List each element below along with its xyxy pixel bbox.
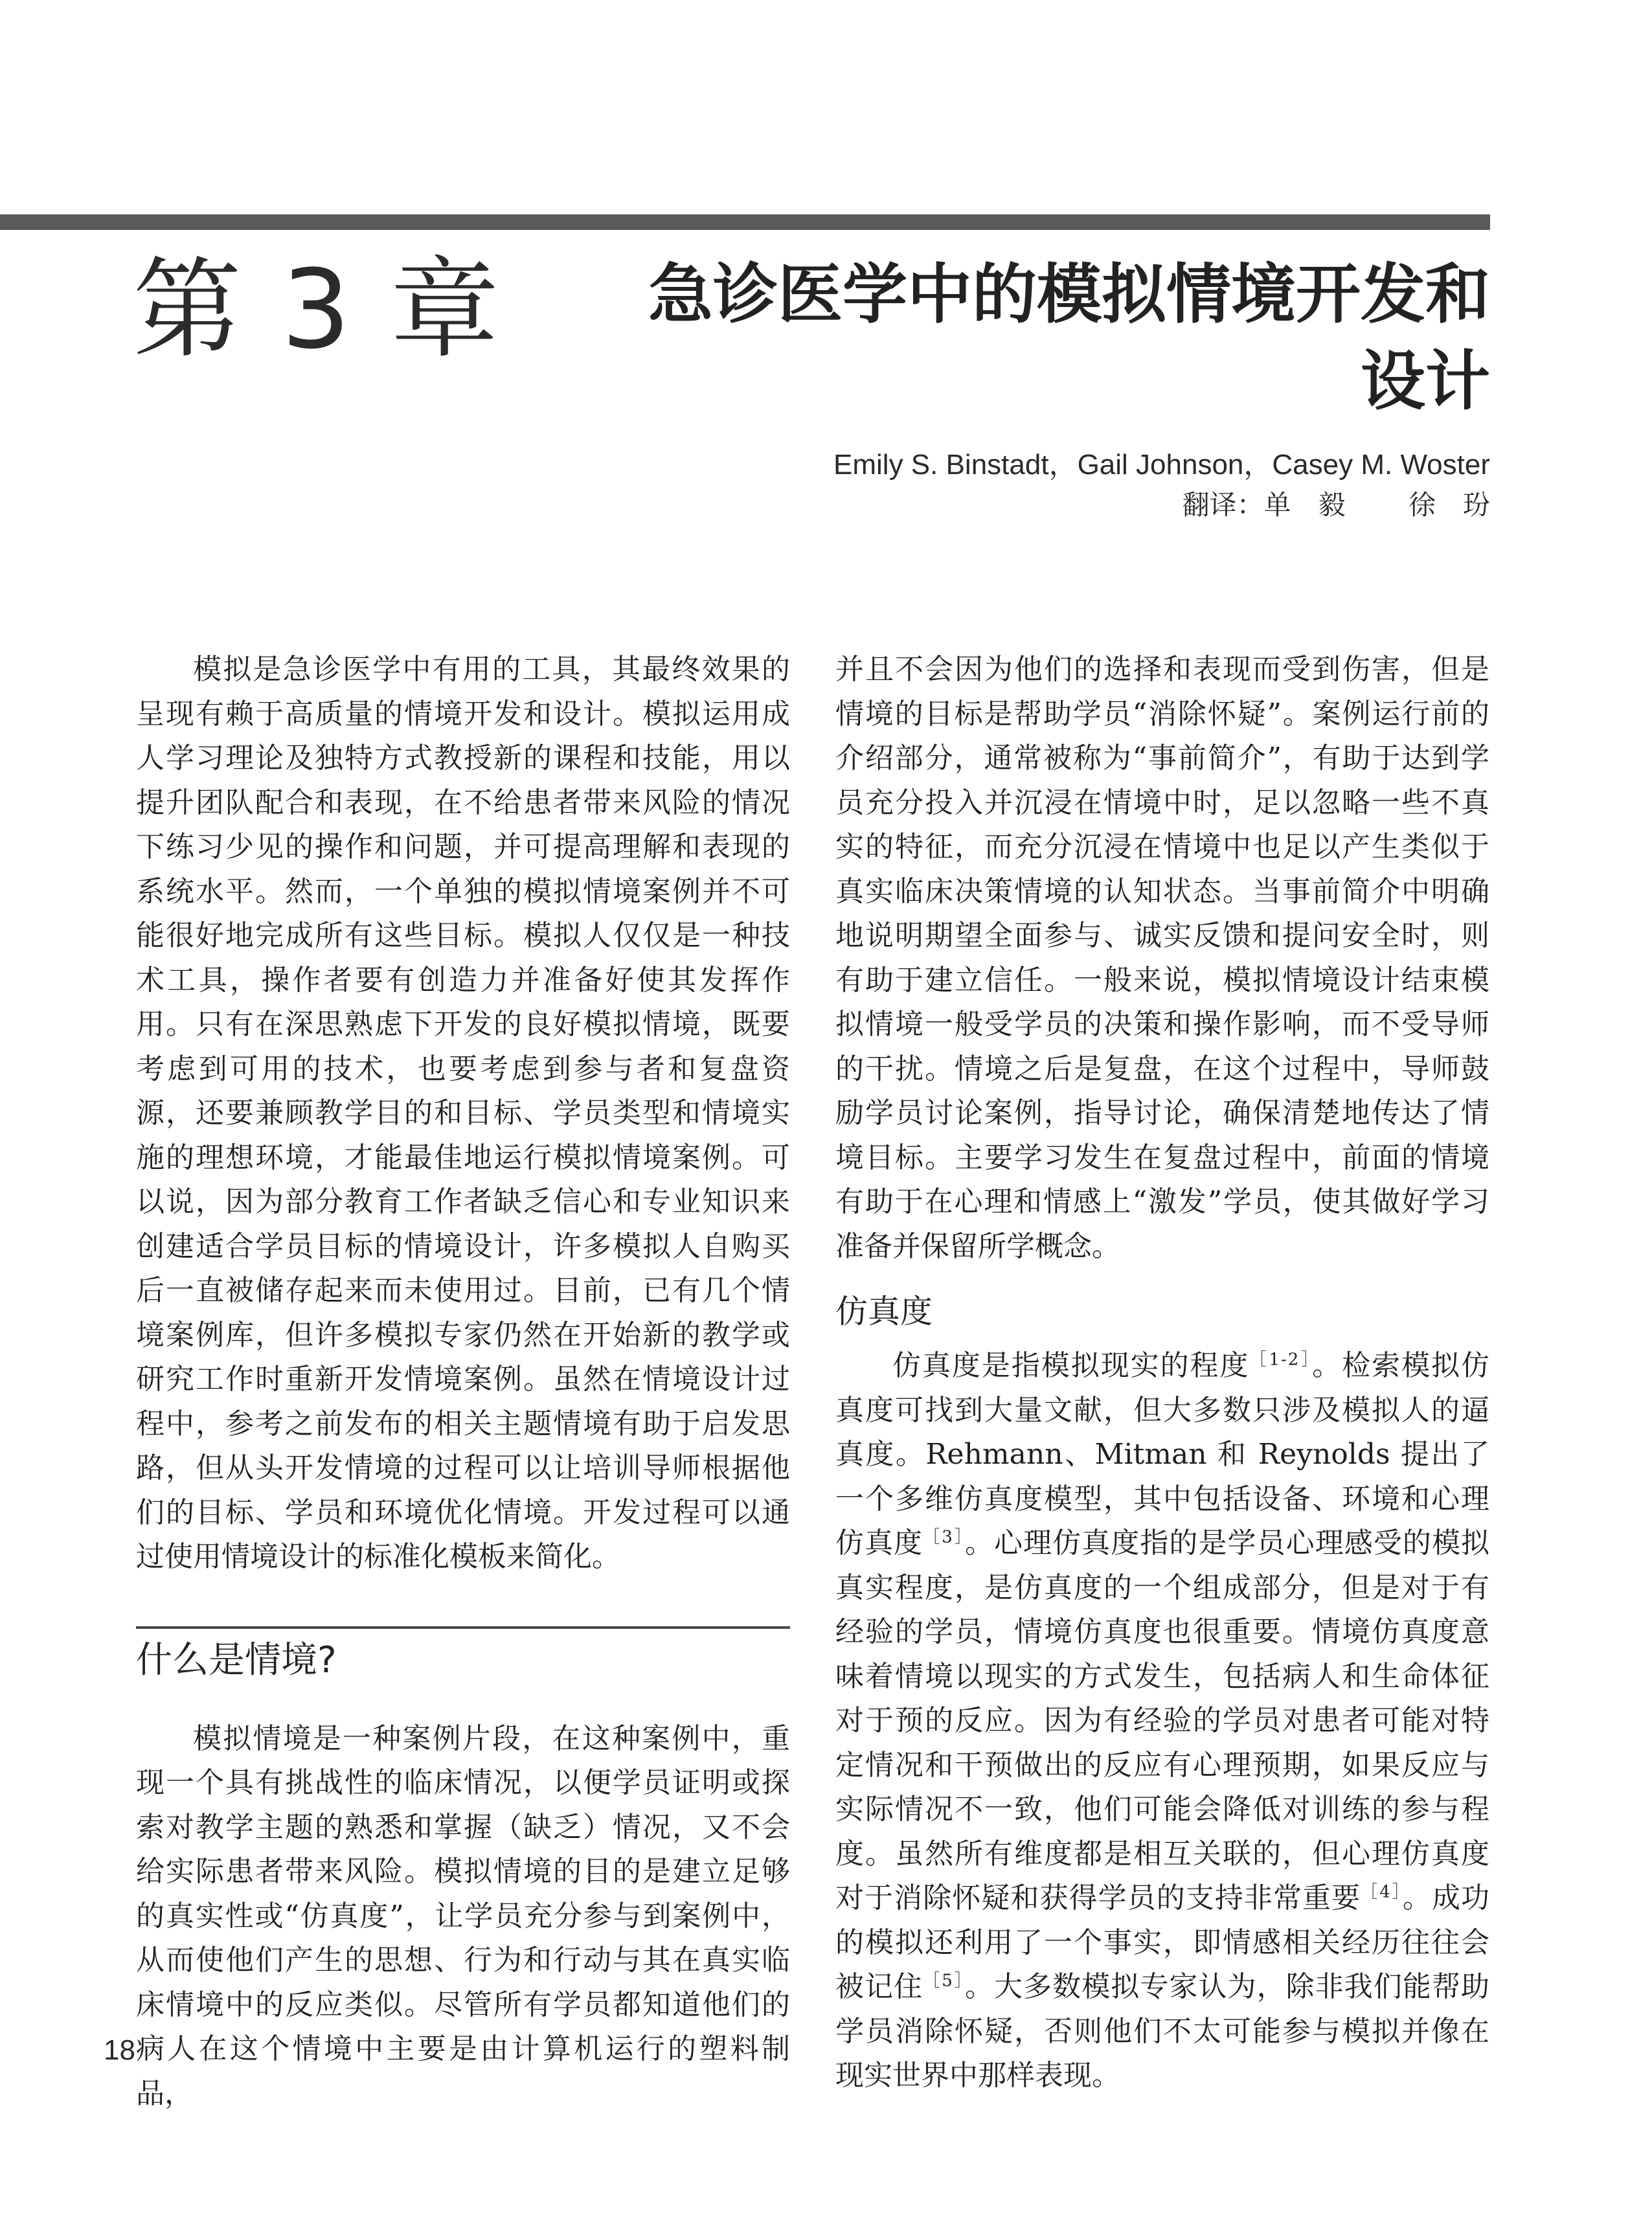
- right-column: [835, 648, 1489, 2098]
- fidelity-text-4: 。成功的模拟还利用了一个事实，即情感相关经历往往会被记住: [835, 1881, 1490, 2003]
- section-heading: 什么是情境?: [136, 1639, 337, 1681]
- section-paragraph: 模拟情境是一种案例片段，在这种案例中，重现一个具有挑战性的临床情况，以便学员证明或探索对教学主题的熟悉和掌握（缺乏）情况，又不会给实际患者带来风险。模拟情境的目的是建立足够的真实性或“仿真度”，让学员充分参与到案例中，从而使他们产生的思想、行为和行动与其在真实临床情境中的反应类似。尽管所有学员都知道他们的病人在这个情境中主要是由计算机运行的塑料制品，: [136, 1721, 790, 2110]
- fidelity-text-1: 仿真度是指模拟现实的程度: [892, 1349, 1250, 1382]
- citation-ref: ［5］: [923, 1971, 965, 1991]
- author-list: Emily S. Binstadt，Gail Johnson，Casey M. Woster: [833, 449, 1490, 481]
- header-rule: [0, 214, 1490, 230]
- fidelity-paragraph: [835, 1344, 1489, 2098]
- citation-ref: ［1-2］: [1249, 1350, 1313, 1370]
- continuation-paragraph: 并且不会因为他们的选择和表现而受到伤害，但是情境的目标是帮助学员“消除怀疑”。案例运行前的介绍部分，通常被称为“事前简介”，有助于达到学员充分投入并沉浸在情境中时，足以忽略一些不真实的特征，而充分沉浸在情境中也足以产生类似于真实临床决策情境的认知状态。当事前简介中明确地说明期望全面参与、诚实反馈和提问安全时，则有助于建立信任。一般来说，模拟情境设计结束模拟情境一般受学员的决策和操作影响，而不受导师的干扰。情境之后是复盘，在这个过程中，导师鼓励学员讨论案例，指导讨论，确保清楚地传达了情境目标。主要学习发生在复盘过程中，前面的情境有助于在心理和情感上“激发”学员，使其做好学习准备并保留所学概念。: [835, 653, 1489, 1263]
- translator-names: 单毅 徐玢: [1263, 489, 1517, 521]
- page-number: 18: [104, 2034, 135, 2066]
- section-heading-rule: [136, 1626, 790, 1629]
- intro-paragraph: 模拟是急诊医学中有用的工具，其最终效果的呈现有赖于高质量的情境开发和设计。模拟运用成人学习理论及独特方式教授新的课程和技能，用以提升团队配合和表现，在不给患者带来风险的情况下练习少见的操作和问题，并可提高理解和表现的系统水平。然而，一个单独的模拟情境案例并不可能很好地完成所有这些目标。模拟人仅仅是一种技术工具，操作者要有创造力并准备好使其发挥作用。只有在深思熟虑下开发的良好模拟情境，既要考虑到可用的技术，也要考虑到参与者和复盘资源，还要兼顾教学目的和目标、学员类型和情境实施的理想环境，才能最佳地运行模拟情境案例。可以说，因为部分教育工作者缺乏信心和专业知识来创建适合学员目标的情境设计，许多模拟人自购买后一直被储存起来而未使用过。目前，已有几个情境案例库，但许多模拟专家仍然在开始新的教学或研究工作时重新开发情境案例。虽然在情境设计过程中，参考之前发布的相关主题情境有助于启发思路，但从头开发情境的过程可以让培训导师根据他们的目标、学员和环境优化情境。开发过程可以通过使用情境设计的标准化模板来简化。: [136, 653, 790, 1573]
- fidelity-text-2: 。检索模拟仿真度可找到大量文献，但大多数只涉及模拟人的逼真度。Rehmann、Mitman 和 Reynolds 提出了一个多维仿真度模型，其中包括设备、环境和心理仿真度: [835, 1349, 1490, 1560]
- chapter-title-line-2: 设计: [1361, 343, 1490, 419]
- chapter-title-line-1: 急诊医学中的模拟情境开发和: [648, 256, 1490, 332]
- chapter-number: 第 3 章: [133, 246, 502, 373]
- chapter-title: [583, 251, 1490, 425]
- translator-line: [1182, 487, 1517, 523]
- subsection-heading: 仿真度: [835, 1293, 933, 1330]
- fidelity-text-5: 。大多数模拟专家认为，除非我们能帮助学员消除怀疑，否则他们不太可能参与模拟并像在现实世界中那样表现。: [835, 1970, 1490, 2092]
- translator-label: 翻译：: [1182, 489, 1264, 521]
- citation-ref: ［4］: [1361, 1882, 1403, 1902]
- left-column: [136, 648, 790, 2116]
- citation-ref: ［3］: [923, 1527, 965, 1547]
- fidelity-text-3: 。心理仿真度指的是学员心理感受的模拟真实程度，是仿真度的一个组成部分，但是对于有经验的学员，情境仿真度也很重要。情境仿真度意味着情境以现实的方式发生，包括病人和生命体征对于预的反应。因为有经验的学员对患者可能对特定情况和干预做出的反应有心理预期，如果反应与实际情况不一致，他们可能会降低对训练的参与程度。虽然所有维度都是相互关联的，但心理仿真度对于消除怀疑和获得学员的支持非常重要: [835, 1527, 1490, 1914]
